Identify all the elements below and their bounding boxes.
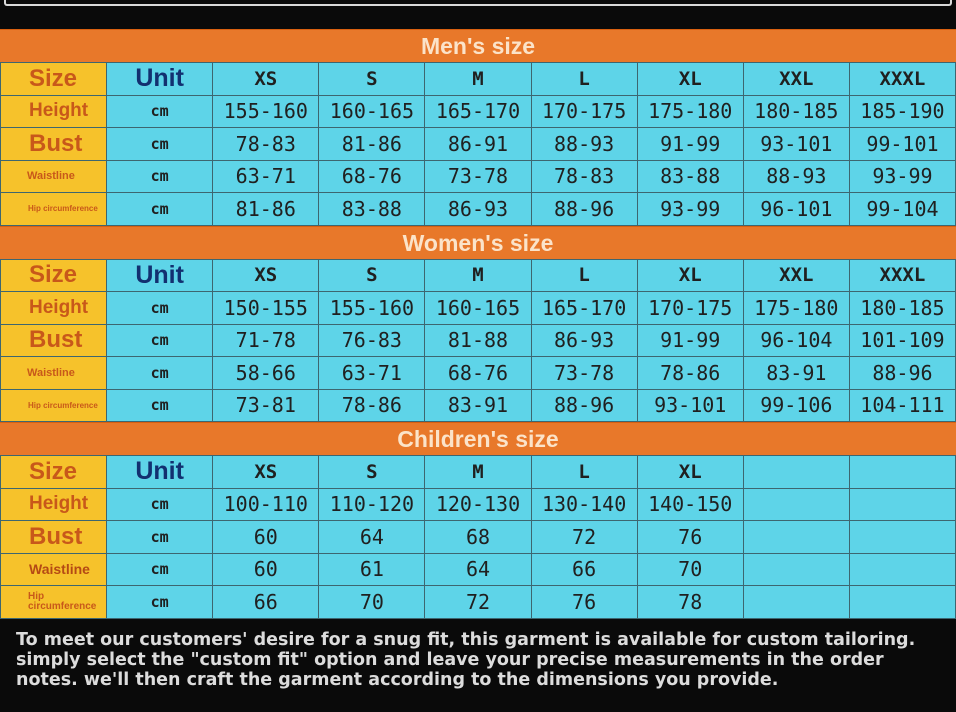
table-row-height	[1, 292, 956, 325]
table-cell: 170-175	[637, 292, 743, 325]
table-cell	[743, 521, 849, 554]
unit-cell: cm	[107, 488, 213, 521]
table-cell	[743, 488, 849, 521]
table-cell: 175-180	[637, 95, 743, 128]
unit-cell: cm	[107, 586, 213, 619]
table-cell: 70	[637, 553, 743, 586]
table-cell: 70	[319, 586, 425, 619]
table-cell: 81-86	[319, 128, 425, 161]
table-cell: 78-83	[531, 160, 637, 193]
table-cell: 60	[213, 521, 319, 554]
table-cell: 104-111	[849, 389, 955, 422]
table-cell: 86-91	[425, 128, 531, 161]
table-cell: 76-83	[319, 324, 425, 357]
table-cell: 63-71	[213, 160, 319, 193]
table-cell: 68-76	[319, 160, 425, 193]
table-row-size	[1, 63, 956, 96]
size-header-cell: XL	[637, 63, 743, 96]
table-row-size	[1, 456, 956, 489]
size-header-cell	[849, 456, 955, 489]
table-cell: 165-170	[531, 292, 637, 325]
table-cell: 68-76	[425, 357, 531, 390]
table-cell: 86-93	[425, 193, 531, 226]
table-row-waist	[1, 160, 956, 193]
unit-cell: cm	[107, 128, 213, 161]
table-cell: 64	[319, 521, 425, 554]
row-label-height: Height	[1, 95, 107, 128]
table-cell: 78-83	[213, 128, 319, 161]
table-cell: 180-185	[743, 95, 849, 128]
unit-cell: cm	[107, 95, 213, 128]
size-header-cell: L	[531, 63, 637, 96]
row-label-bust: Bust	[1, 128, 107, 161]
size-header-cell: XXL	[743, 63, 849, 96]
table-cell: 76	[531, 586, 637, 619]
table-cell: 88-96	[531, 389, 637, 422]
row-label-size: Size	[1, 456, 107, 489]
table-cell: 78-86	[637, 357, 743, 390]
table-cell: 73-78	[531, 357, 637, 390]
table-cell: 58-66	[213, 357, 319, 390]
unit-cell: cm	[107, 553, 213, 586]
size-header-cell: M	[425, 63, 531, 96]
table-cell: 150-155	[213, 292, 319, 325]
table-cell: 81-86	[213, 193, 319, 226]
table-row-bust	[1, 324, 956, 357]
table-cell: 101-109	[849, 324, 955, 357]
row-label-hip: Hip circumference	[1, 389, 107, 422]
row-label-height: Height	[1, 488, 107, 521]
size-header-cell: M	[425, 456, 531, 489]
table-cell: 110-120	[319, 488, 425, 521]
unit-cell: cm	[107, 193, 213, 226]
row-label-height: Height	[1, 292, 107, 325]
unit-cell: cm	[107, 521, 213, 554]
table-cell: 83-88	[319, 193, 425, 226]
size-header-cell: XS	[213, 259, 319, 292]
table-cell: 93-99	[849, 160, 955, 193]
table-cell: 100-110	[213, 488, 319, 521]
table-row-height	[1, 95, 956, 128]
top-frame	[4, 0, 952, 6]
women-size-table	[0, 259, 956, 423]
men-size-title: Men's size	[0, 29, 956, 62]
table-cell: 96-101	[743, 193, 849, 226]
table-cell: 72	[425, 586, 531, 619]
unit-cell: cm	[107, 357, 213, 390]
table-cell: 96-104	[743, 324, 849, 357]
table-cell: 91-99	[637, 324, 743, 357]
table-cell	[849, 586, 955, 619]
table-cell: 72	[531, 521, 637, 554]
table-cell: 73-81	[213, 389, 319, 422]
row-label-size: Size	[1, 259, 107, 292]
table-cell: 83-88	[637, 160, 743, 193]
table-cell	[849, 553, 955, 586]
table-cell: 120-130	[425, 488, 531, 521]
table-cell: 88-96	[531, 193, 637, 226]
unit-cell: cm	[107, 292, 213, 325]
table-cell: 180-185	[849, 292, 955, 325]
unit-cell: cm	[107, 160, 213, 193]
table-row-bust	[1, 521, 956, 554]
table-row-hip	[1, 389, 956, 422]
table-cell	[849, 521, 955, 554]
unit-header: Unit	[107, 63, 213, 96]
table-cell: 160-165	[319, 95, 425, 128]
table-cell	[849, 488, 955, 521]
row-label-bust: Bust	[1, 521, 107, 554]
table-cell: 88-93	[743, 160, 849, 193]
table-cell: 83-91	[743, 357, 849, 390]
size-chart	[0, 29, 956, 619]
table-cell: 155-160	[213, 95, 319, 128]
table-cell	[743, 586, 849, 619]
table-cell: 83-91	[425, 389, 531, 422]
size-header-cell: XXXL	[849, 63, 955, 96]
table-cell: 88-93	[531, 128, 637, 161]
children-size-title: Children's size	[0, 422, 956, 455]
size-header-cell: S	[319, 259, 425, 292]
row-label-waist: Waistline	[1, 160, 107, 193]
table-row-bust	[1, 128, 956, 161]
table-cell: 130-140	[531, 488, 637, 521]
table-cell: 140-150	[637, 488, 743, 521]
unit-cell: cm	[107, 324, 213, 357]
table-cell: 175-180	[743, 292, 849, 325]
table-cell: 63-71	[319, 357, 425, 390]
children-size-table	[0, 455, 956, 619]
table-cell: 93-101	[637, 389, 743, 422]
table-cell: 155-160	[319, 292, 425, 325]
size-header-cell: M	[425, 259, 531, 292]
table-cell: 76	[637, 521, 743, 554]
row-label-waist: Waistline	[1, 553, 107, 586]
table-row-waist	[1, 357, 956, 390]
men-size-table	[0, 62, 956, 226]
table-cell: 81-88	[425, 324, 531, 357]
size-header-cell: XXL	[743, 259, 849, 292]
table-cell: 91-99	[637, 128, 743, 161]
size-header-cell: XXXL	[849, 259, 955, 292]
table-cell: 99-101	[849, 128, 955, 161]
table-cell: 165-170	[425, 95, 531, 128]
table-cell: 170-175	[531, 95, 637, 128]
table-cell: 66	[531, 553, 637, 586]
row-label-hip: Hip circumference	[1, 193, 107, 226]
table-cell: 61	[319, 553, 425, 586]
table-cell: 88-96	[849, 357, 955, 390]
table-row-size	[1, 259, 956, 292]
table-cell: 160-165	[425, 292, 531, 325]
row-label-hip: Hip circumference	[1, 586, 107, 619]
table-cell: 64	[425, 553, 531, 586]
table-cell: 66	[213, 586, 319, 619]
unit-header: Unit	[107, 456, 213, 489]
custom-fit-note: To meet our customers' desire for a snug fit, this garment is available for custom tailoring. simply select the "custom fit" option and leave your precise measurements in the order notes. we'll then craft the garment according to the dimensions you provide.	[16, 630, 916, 690]
table-row-height	[1, 488, 956, 521]
row-label-waist: Waistline	[1, 357, 107, 390]
table-cell: 71-78	[213, 324, 319, 357]
size-header-cell: XS	[213, 63, 319, 96]
table-row-waist	[1, 553, 956, 586]
table-cell: 78-86	[319, 389, 425, 422]
table-cell: 99-104	[849, 193, 955, 226]
table-cell: 86-93	[531, 324, 637, 357]
table-cell: 93-101	[743, 128, 849, 161]
row-label-size: Size	[1, 63, 107, 96]
size-header-cell: S	[319, 456, 425, 489]
table-row-hip	[1, 193, 956, 226]
size-header-cell: XS	[213, 456, 319, 489]
unit-header: Unit	[107, 259, 213, 292]
size-header-cell: L	[531, 259, 637, 292]
unit-cell: cm	[107, 389, 213, 422]
table-cell: 93-99	[637, 193, 743, 226]
size-header-cell: XL	[637, 456, 743, 489]
table-cell: 73-78	[425, 160, 531, 193]
women-size-title: Women's size	[0, 226, 956, 259]
size-header-cell	[743, 456, 849, 489]
table-cell: 68	[425, 521, 531, 554]
size-header-cell: S	[319, 63, 425, 96]
table-cell	[743, 553, 849, 586]
table-cell: 99-106	[743, 389, 849, 422]
size-header-cell: XL	[637, 259, 743, 292]
table-row-hip	[1, 586, 956, 619]
table-cell: 60	[213, 553, 319, 586]
table-cell: 185-190	[849, 95, 955, 128]
table-cell: 78	[637, 586, 743, 619]
row-label-bust: Bust	[1, 324, 107, 357]
size-header-cell: L	[531, 456, 637, 489]
